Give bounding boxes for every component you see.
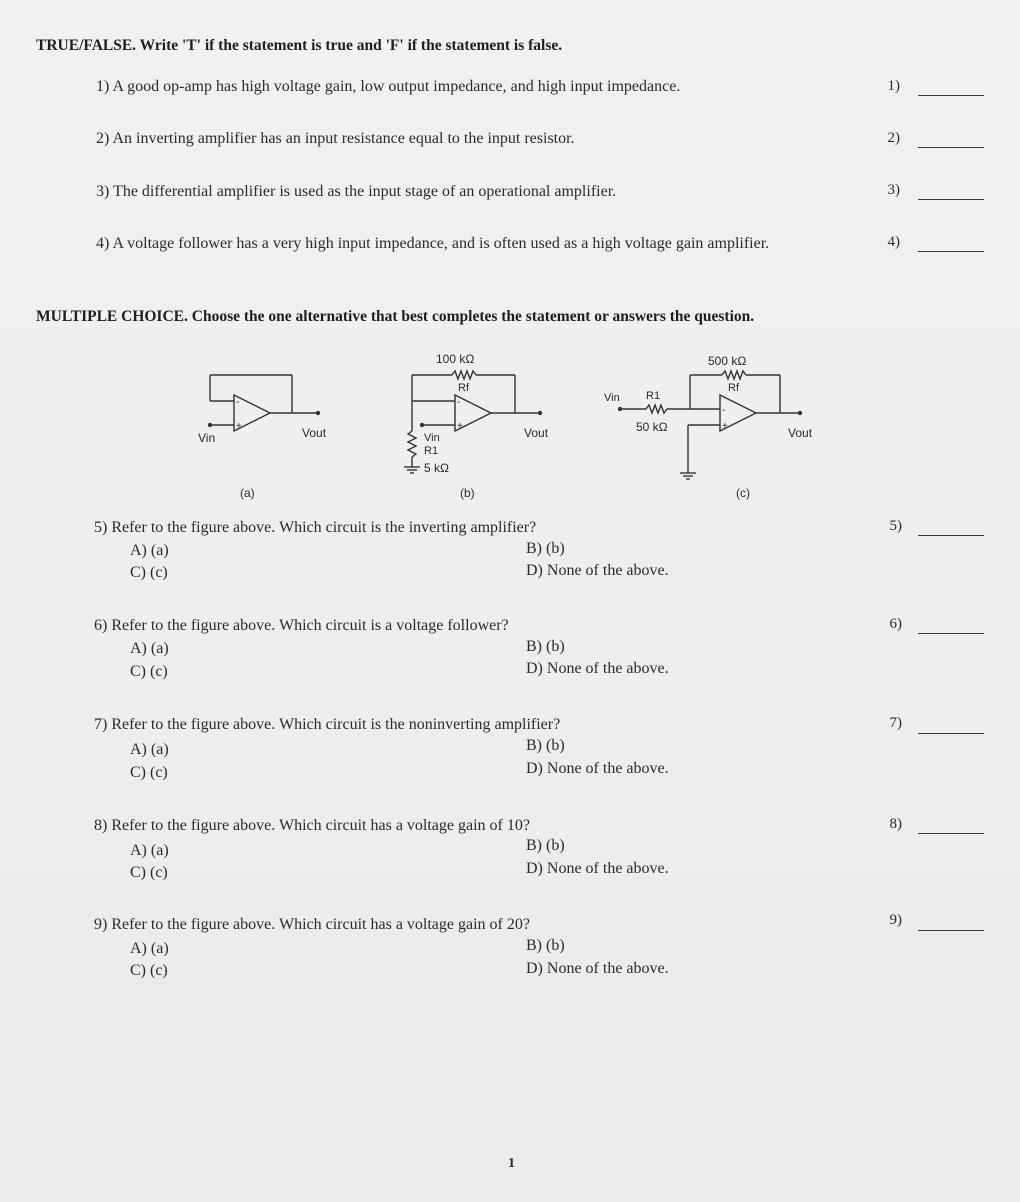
c-minus: - bbox=[722, 405, 726, 416]
tf-instruction: Write 'T' if the statement is true and 'F' if the statement is false. bbox=[139, 37, 563, 54]
tf-answer-blank-1[interactable] bbox=[918, 95, 984, 96]
q6-option-d[interactable]: D) None of the above. bbox=[526, 660, 669, 677]
mc-answer-number-5: 5) bbox=[889, 518, 902, 534]
mc-answer-blank-5[interactable] bbox=[918, 535, 984, 536]
c-vout-label: Vout bbox=[788, 426, 813, 440]
tf-answer-blank-2[interactable] bbox=[918, 147, 984, 148]
mc-question-6: 6) Refer to the figure above. Which circuit is a voltage follower? bbox=[94, 617, 509, 634]
mc-section-header bbox=[36, 308, 754, 326]
mc-question-5: 5) Refer to the figure above. Which circuit is the inverting amplifier? bbox=[94, 519, 537, 536]
q7-option-d[interactable]: D) None of the above. bbox=[526, 760, 669, 777]
q9-option-b[interactable]: B) (b) bbox=[526, 937, 565, 954]
rf-b-resistor bbox=[452, 371, 476, 379]
mc-answer-blank-6[interactable] bbox=[918, 633, 984, 634]
q9-option-c[interactable]: C) (c) bbox=[130, 962, 168, 979]
circuit-b bbox=[404, 371, 540, 473]
b-plus: + bbox=[457, 421, 463, 432]
tf-question-2: 2) An inverting amplifier has an input resistance equal to the input resistor. bbox=[96, 130, 575, 147]
caption-a: (a) bbox=[240, 486, 255, 500]
q8-option-a[interactable]: A) (a) bbox=[130, 842, 169, 859]
q8-option-d[interactable]: D) None of the above. bbox=[526, 860, 669, 877]
q5-option-b[interactable]: B) (b) bbox=[526, 540, 565, 557]
tf-answer-blank-4[interactable] bbox=[918, 251, 984, 252]
mc-answer-blank-9[interactable] bbox=[918, 930, 984, 931]
a-minus: - bbox=[236, 397, 240, 408]
circuit-a bbox=[210, 375, 318, 431]
r1-b-resistor bbox=[408, 431, 416, 457]
caption-b: (b) bbox=[460, 486, 475, 500]
c-rf-value: 500 kΩ bbox=[708, 354, 747, 368]
tf-answer-blank-3[interactable] bbox=[918, 199, 984, 200]
c-rf-label: Rf bbox=[728, 382, 739, 394]
q6-option-c[interactable]: C) (c) bbox=[130, 663, 168, 680]
q5-option-a[interactable]: A) (a) bbox=[130, 542, 169, 559]
caption-c: (c) bbox=[736, 486, 750, 500]
tf-title: TRUE/FALSE. bbox=[36, 37, 137, 54]
b-vin-label: Vin bbox=[424, 432, 440, 444]
c-vin-label: Vin bbox=[604, 392, 620, 404]
q8-option-c[interactable]: C) (c) bbox=[130, 864, 168, 881]
mc-answer-blank-7[interactable] bbox=[918, 733, 984, 734]
tf-answer-number-3: 3) bbox=[887, 182, 900, 198]
a-vout-label: Vout bbox=[302, 426, 327, 440]
tf-question-4-text: 4) A voltage follower has a very high input impedance, and is often used as a high voltage gain amplifier. bbox=[96, 235, 770, 252]
r1-c-resistor bbox=[646, 405, 667, 413]
b-rf-value: 100 kΩ bbox=[436, 352, 475, 366]
c-r1-value: 50 kΩ bbox=[636, 420, 668, 434]
q9-option-a[interactable]: A) (a) bbox=[130, 940, 169, 957]
tf-answer-number-2: 2) bbox=[887, 130, 900, 146]
mc-instruction: Choose the one alternative that best completes the statement or answers the question. bbox=[191, 308, 755, 325]
mc-answer-number-6: 6) bbox=[889, 616, 902, 632]
b-rf-label: Rf bbox=[458, 382, 469, 394]
tf-answer-number-1: 1) bbox=[887, 78, 900, 94]
q8-option-b[interactable]: B) (b) bbox=[526, 837, 565, 854]
mc-answer-blank-8[interactable] bbox=[918, 833, 984, 834]
rf-c-resistor bbox=[722, 371, 746, 379]
b-r1-value: 5 kΩ bbox=[424, 461, 449, 475]
q6-option-b[interactable]: B) (b) bbox=[526, 638, 565, 655]
mc-answer-number-9: 9) bbox=[889, 912, 902, 928]
q7-option-a[interactable]: A) (a) bbox=[130, 741, 169, 758]
q6-option-a[interactable]: A) (a) bbox=[130, 640, 169, 657]
mc-question-7: 7) Refer to the figure above. Which circuit is the noninverting amplifier? bbox=[94, 716, 561, 733]
tf-question-4 bbox=[96, 233, 856, 254]
mc-answer-number-8: 8) bbox=[889, 816, 902, 832]
q5-option-d[interactable]: D) None of the above. bbox=[526, 562, 669, 579]
tf-question-3: 3) The differential amplifier is used as the input stage of an operational amplifier. bbox=[96, 183, 617, 200]
mc-question-8: 8) Refer to the figure above. Which circuit has a voltage gain of 10? bbox=[94, 817, 530, 834]
q5-option-c[interactable]: C) (c) bbox=[130, 564, 168, 581]
b-minus: - bbox=[457, 397, 461, 408]
mc-title: MULTIPLE CHOICE. bbox=[36, 308, 188, 325]
c-r1-label: R1 bbox=[646, 390, 661, 402]
a-plus: + bbox=[236, 421, 242, 432]
a-vin-label: Vin bbox=[198, 431, 216, 445]
tf-section-header bbox=[36, 37, 562, 55]
mc-answer-number-7: 7) bbox=[889, 715, 902, 731]
q7-option-b[interactable]: B) (b) bbox=[526, 737, 565, 754]
op-amp-circuits-figure bbox=[190, 345, 830, 505]
page-number: 1 bbox=[508, 1156, 515, 1171]
tf-question-1: 1) A good op-amp has high voltage gain, low output impedance, and high input impedance. bbox=[96, 78, 681, 95]
tf-answer-number-4: 4) bbox=[887, 234, 900, 250]
q9-option-d[interactable]: D) None of the above. bbox=[526, 960, 669, 977]
b-r1-label: R1 bbox=[424, 445, 439, 457]
mc-question-9: 9) Refer to the figure above. Which circuit has a voltage gain of 20? bbox=[94, 916, 530, 933]
c-plus: + bbox=[722, 421, 728, 432]
b-vout-label: Vout bbox=[524, 426, 549, 440]
q7-option-c[interactable]: C) (c) bbox=[130, 764, 168, 781]
